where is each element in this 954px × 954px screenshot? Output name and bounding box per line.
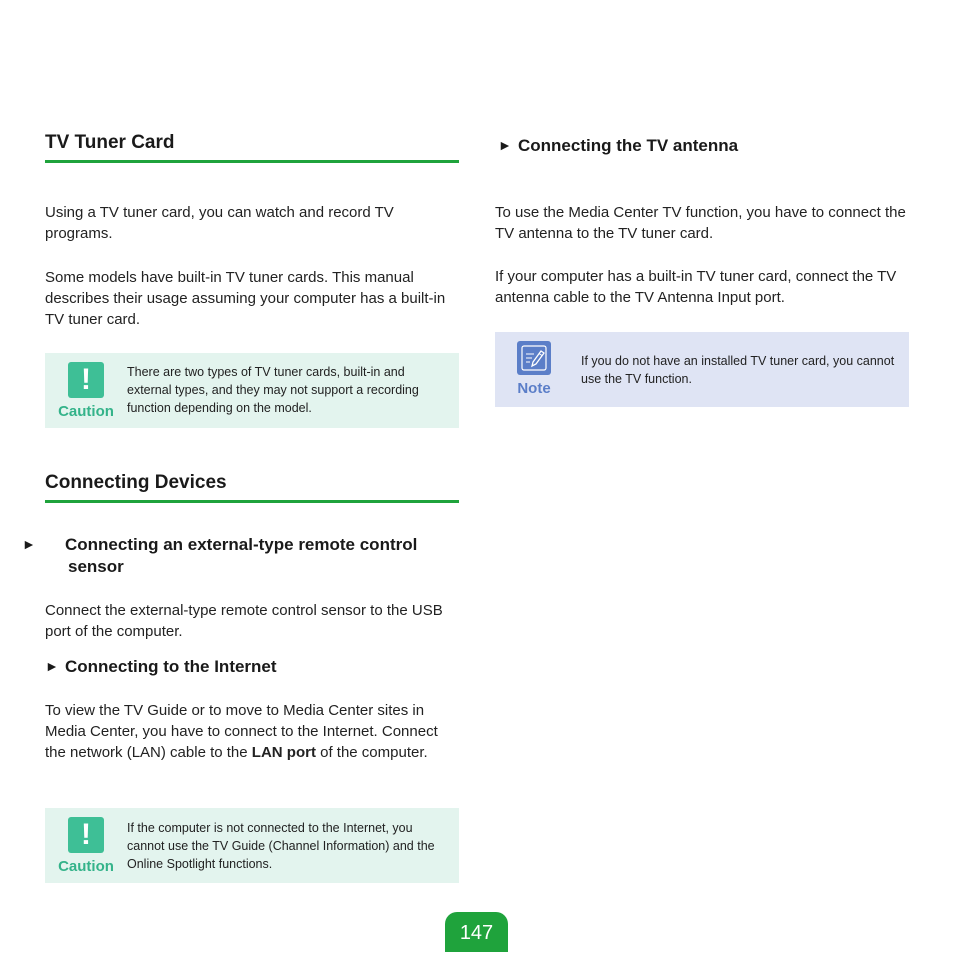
internet-paragraph bbox=[45, 700, 457, 763]
triangle-arrow-icon: ► bbox=[45, 658, 59, 674]
note-text: If you do not have an installed TV tuner card, you cannot use the TV function. bbox=[581, 354, 895, 386]
section-title-tv-tuner-card: TV Tuner Card bbox=[45, 132, 459, 163]
caution-box-internet bbox=[45, 808, 459, 883]
caution-label: Caution bbox=[58, 858, 114, 875]
caution-exclamation-icon: ! bbox=[68, 362, 104, 398]
tv-tuner-intro-paragraph: Using a TV tuner card, you can watch and record TV programs. bbox=[45, 204, 394, 242]
subheading-tv-antenna-text: Connecting the TV antenna bbox=[518, 136, 739, 155]
caution-text: There are two types of TV tuner cards, built-in and external types, and they may not support a recording function depending on the model. bbox=[127, 365, 419, 415]
caution-text: If the computer is not connected to the Internet, you cannot use the TV Guide (Channel Information) and the Online Spotlight functions. bbox=[127, 821, 435, 871]
caution-badge bbox=[45, 353, 127, 420]
remote-sensor-paragraph: Connect the external-type remote control sensor to the USB port of the computer. bbox=[45, 602, 443, 640]
antenna-builtin-paragraph: If your computer has a built-in TV tuner card, connect the TV antenna cable to the TV Antenna Input port. bbox=[495, 268, 897, 306]
internet-text-after: of the computer. bbox=[315, 744, 428, 761]
subheading-internet-text: Connecting to the Internet bbox=[65, 657, 277, 676]
caution-badge bbox=[45, 808, 127, 875]
subheading-remote-sensor-text: Connecting an external-type remote control sensor bbox=[65, 535, 418, 576]
note-label: Note bbox=[517, 380, 551, 397]
note-box-no-tuner bbox=[495, 332, 909, 407]
caution-exclamation-icon: ! bbox=[68, 817, 104, 853]
subheading-remote-sensor bbox=[22, 533, 448, 578]
subheading-internet bbox=[45, 655, 445, 678]
subheading-tv-antenna bbox=[498, 134, 898, 157]
caution-label: Caution bbox=[58, 403, 114, 420]
page-number: 147 bbox=[445, 912, 508, 952]
caution-box-tuner-types bbox=[45, 353, 459, 428]
triangle-arrow-icon: ► bbox=[498, 137, 512, 153]
internet-text-before: To view the TV Guide or to move to Media Center sites in Media Center, you have to connect to the Internet. Connect the network (LAN) cable to the bbox=[45, 702, 438, 761]
lan-port-emphasis: LAN port bbox=[251, 744, 316, 761]
section-title-connecting-devices: Connecting Devices bbox=[45, 472, 459, 503]
tv-tuner-models-paragraph: Some models have built-in TV tuner cards. This manual describes their usage assuming your computer has a built-in TV tuner card. bbox=[45, 269, 446, 328]
triangle-arrow-icon: ► bbox=[22, 536, 36, 552]
note-badge bbox=[495, 332, 573, 397]
pencil-note-icon bbox=[517, 341, 551, 375]
antenna-intro-paragraph: To use the Media Center TV function, you have to connect the TV antenna to the TV tuner card. bbox=[495, 204, 906, 242]
